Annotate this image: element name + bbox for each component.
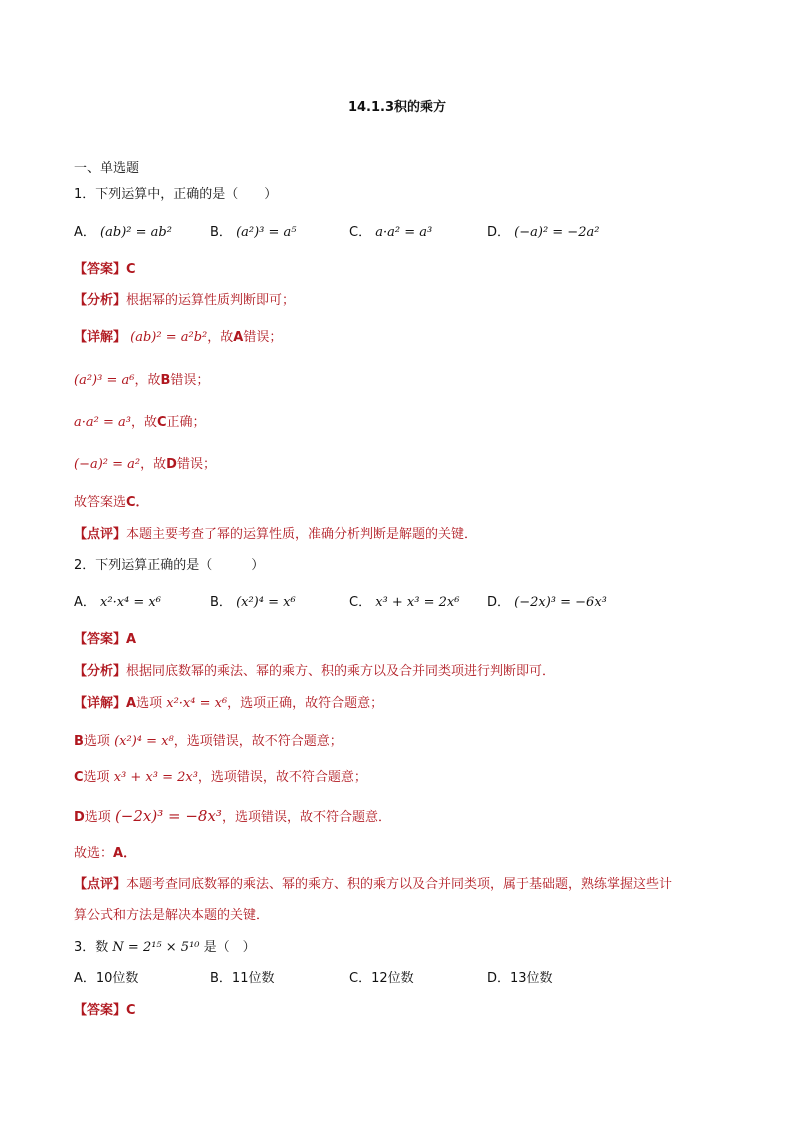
q1-analysis	[74, 292, 295, 310]
q1-option-d-label: D．	[487, 225, 511, 240]
q2-answer-value: A	[126, 632, 137, 647]
q1-comment-tag: 【点评】	[74, 527, 127, 542]
q1-detail-line-4	[74, 456, 216, 474]
q2-comment-line-2: 算公式和方法是解决本题的关键．	[74, 908, 270, 923]
q1-detail-1-end: 错误；	[243, 330, 283, 345]
q1-option-b	[210, 224, 297, 242]
q2-detail-line-3	[74, 769, 367, 787]
q2-detail-1-pre: 选项	[136, 696, 163, 711]
q3-option-b: B．11位数	[210, 971, 275, 986]
q1-option-a-label: A．	[74, 225, 96, 240]
q3-stem-post: 是（ ）	[203, 940, 256, 955]
q1-option-b-math: (a²)³ = a⁵	[236, 225, 297, 240]
q3-answer-tag: 【答案】	[74, 1003, 127, 1018]
q1-detail-line-1	[74, 329, 282, 347]
q2-comment-tag: 【点评】	[74, 877, 127, 892]
q1-detail-1-math: (ab)² = a²b²	[130, 330, 208, 345]
q2-detail-4-pre: 选项	[84, 810, 111, 825]
q2-answer	[74, 631, 136, 649]
q1-detail-4-letter: D	[166, 457, 177, 472]
q1-option-d-math: (−a)² = −2a²	[514, 225, 600, 240]
q1-option-d	[487, 224, 599, 242]
q1-analysis-tag: 【分析】	[74, 293, 127, 308]
q2-option-c-label: C．	[349, 595, 372, 610]
q2-detail-3-letter: C	[74, 770, 84, 785]
q2-option-c-math: x³ + x³ = 2x⁶	[375, 595, 460, 610]
q1-detail-2-text: ，故	[134, 373, 161, 388]
q2-detail-2-pre: 选项	[83, 734, 110, 749]
q1-detail-1-letter: A	[233, 330, 244, 345]
q3-option-c: C．12位数	[349, 971, 414, 986]
q1-option-b-label: B．	[210, 225, 232, 240]
q1-option-c	[349, 224, 432, 242]
q2-detail-4-letter: D	[74, 810, 85, 825]
q2-option-d-math: (−2x)³ = −6x³	[514, 595, 607, 610]
q2-analysis-tag: 【分析】	[74, 664, 127, 679]
q2-analysis	[74, 663, 555, 681]
q2-detail-4-math: (−2x)³ = −8x³	[114, 807, 222, 825]
q3-option-d: D．13位数	[487, 971, 553, 986]
q2-detail-3-pre: 选项	[83, 770, 110, 785]
q1-answer-value: C	[126, 262, 136, 277]
q2-detail-3-end: ，选项错误，故不符合题意；	[197, 770, 367, 785]
q2-option-a-label: A．	[74, 595, 96, 610]
q2-option-c	[349, 594, 459, 612]
q2-analysis-text: 根据同底数幂的乘法、幂的乘方、积的乘方以及合并同类项进行判断即可．	[126, 664, 556, 679]
q2-detail-2-letter: B	[74, 734, 84, 749]
q1-option-a-math: (ab)² = ab²	[100, 225, 172, 240]
q1-comment-text: 本题主要考查了幂的运算性质，准确分析判断是解题的关键．	[126, 527, 478, 542]
q1-detail-3-end: 正确；	[166, 415, 206, 430]
q2-option-d	[487, 594, 607, 612]
q1-conclusion-text: 故答案选	[74, 495, 127, 510]
q3-stem	[74, 939, 256, 957]
q1-detail-3-math: a·a² = a³	[74, 415, 131, 430]
q1-detail-2-math: (a²)³ = a⁶	[74, 373, 135, 388]
q2-detail-1-letter: A	[126, 696, 137, 711]
q2-detail-3-math: x³ + x³ = 2x³	[113, 770, 198, 785]
q1-detail-3-letter: C	[156, 415, 167, 430]
q1-option-c-math: a·a² = a³	[375, 225, 433, 240]
q1-detail-4-math: (−a)² = a²	[74, 457, 141, 472]
q2-option-b-label: B．	[210, 595, 232, 610]
q1-comment	[74, 526, 477, 544]
q1-detail-4-text: ，故	[140, 457, 167, 472]
q1-option-c-label: C．	[349, 225, 372, 240]
q3-stem-pre: 3．数	[74, 940, 109, 955]
q1-option-a	[74, 224, 172, 242]
q1-detail-tag: 【详解】	[74, 330, 127, 345]
q2-conclusion-text: 故选：	[74, 846, 114, 861]
q2-detail-line-1	[74, 695, 383, 713]
q1-detail-line-3	[74, 414, 206, 432]
q2-detail-4-end: ，选项错误，故不符合题意．	[221, 810, 391, 825]
q2-option-a	[74, 594, 161, 612]
q2-option-a-math: x²·x⁴ = x⁶	[100, 595, 161, 610]
q1-stem: 1．下列运算中，正确的是（ ）	[74, 187, 278, 202]
q2-stem: 2．下列运算正确的是（ ）	[74, 558, 265, 573]
q2-detail-1-end: ，选项正确，故符合题意；	[227, 696, 384, 711]
q1-detail-3-text: ，故	[130, 415, 157, 430]
q2-detail-tag: 【详解】	[74, 696, 127, 711]
q2-detail-line-4	[74, 807, 391, 827]
section-heading: 一、单选题	[74, 161, 140, 176]
q3-answer-value: C	[126, 1003, 136, 1018]
q2-detail-line-2	[74, 733, 343, 751]
q2-detail-2-end: ，选项错误，故不符合题意；	[173, 734, 343, 749]
q2-comment-line-1	[74, 876, 672, 894]
q1-analysis-text: 根据幂的运算性质判断即可；	[126, 293, 296, 308]
q3-stem-math: N = 2¹⁵ × 5¹⁰	[112, 940, 200, 955]
q2-comment-text-1: 本题考查同底数幂的乘法、幂的乘方、积的乘方以及合并同类项，属于基础题，熟练掌握这些计	[126, 877, 673, 892]
q2-answer-tag: 【答案】	[74, 632, 127, 647]
q3-option-a: A．10位数	[74, 971, 139, 986]
q1-conclusion-letter: C．	[126, 495, 149, 510]
q2-detail-2-math: (x²)⁴ = x⁸	[114, 734, 174, 749]
q2-conclusion-letter: A．	[113, 846, 137, 861]
q2-conclusion	[74, 845, 136, 863]
q1-detail-line-2	[74, 372, 209, 390]
document-title: 14.1.3积的乘方	[347, 100, 447, 115]
q1-detail-2-letter: B	[160, 373, 171, 388]
q1-answer	[74, 261, 136, 279]
q1-answer-tag: 【答案】	[74, 262, 127, 277]
q1-detail-1-text: ，故	[207, 330, 234, 345]
q2-option-b	[210, 594, 296, 612]
q2-option-b-math: (x²)⁴ = x⁶	[236, 595, 296, 610]
q1-conclusion	[74, 494, 149, 512]
q1-detail-2-end: 错误；	[170, 373, 210, 388]
q2-detail-1-math: x²·x⁴ = x⁶	[166, 696, 228, 711]
q2-option-d-label: D．	[487, 595, 511, 610]
q1-detail-4-end: 错误；	[176, 457, 216, 472]
q3-answer	[74, 1002, 136, 1020]
